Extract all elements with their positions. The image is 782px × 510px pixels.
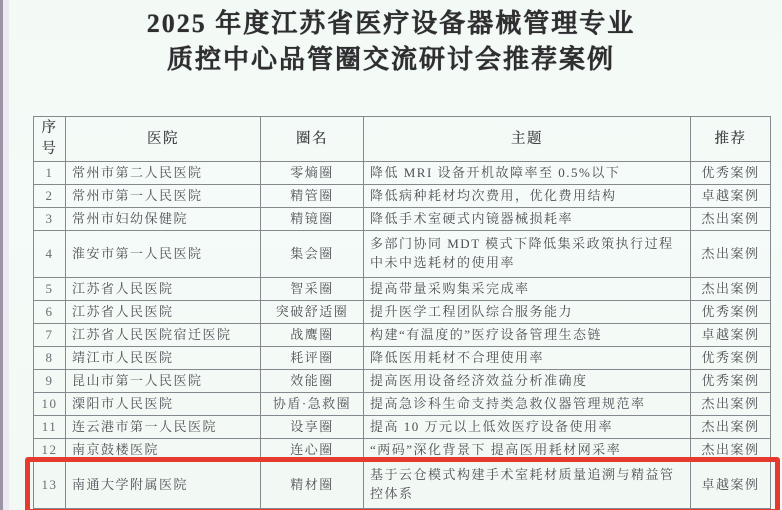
- cell-hospital: 连云港市第一人民医院: [66, 416, 261, 439]
- document-title: [0, 6, 782, 78]
- cell-recommendation: 优秀案例: [691, 347, 771, 370]
- cell-theme: 基于云仓模式构建手术室耗材质量追溯与精益管控体系: [364, 462, 691, 509]
- cell-circle: 设享圈: [261, 416, 364, 439]
- cell-num: 4: [34, 231, 66, 278]
- cell-theme: 提高急诊科生命支持类急救仪器管理规范率: [364, 393, 691, 416]
- table-row: [34, 324, 771, 347]
- cell-hospital: 南京鼓楼医院: [66, 439, 261, 462]
- table-row: [34, 347, 771, 370]
- cell-circle: 精镜圈: [261, 208, 364, 231]
- cell-circle: 效能圈: [261, 370, 364, 393]
- cell-num: 7: [34, 324, 66, 347]
- cell-theme: 构建“有温度的”医疗设备管理生态链: [364, 324, 691, 347]
- cell-hospital: 靖江市人民医院: [66, 347, 261, 370]
- cell-theme: 提高 10 万元以上低效医疗设备使用率: [364, 416, 691, 439]
- cell-theme: 降低医用耗材不合理使用率: [364, 347, 691, 370]
- cell-circle: 智采圈: [261, 278, 364, 301]
- cell-num: 1: [34, 162, 66, 185]
- cell-hospital: 常州市第二人民医院: [66, 162, 261, 185]
- cell-recommendation: 优秀案例: [691, 370, 771, 393]
- cell-hospital: 南通大学附属医院: [66, 462, 261, 509]
- table-row: [34, 370, 771, 393]
- cell-num: 9: [34, 370, 66, 393]
- cell-hospital: 昆山市第一人民医院: [66, 370, 261, 393]
- table-header-row: [34, 117, 771, 162]
- cell-num: 2: [34, 185, 66, 208]
- cell-recommendation: 杰出案例: [691, 393, 771, 416]
- table-row: [34, 162, 771, 185]
- document-title-line1: 2025 年度江苏省医疗设备器械管理专业: [146, 9, 636, 38]
- table-row: [34, 301, 771, 324]
- cell-hospital: 常州市第一人民医院: [66, 185, 261, 208]
- table-row: [34, 278, 771, 301]
- cell-theme: 提升医学工程团队综合服务能力: [364, 301, 691, 324]
- cell-circle: 连心圈: [261, 439, 364, 462]
- header-circle: 圈名: [261, 117, 364, 162]
- cell-theme: 提高医用设备经济效益分析准确度: [364, 370, 691, 393]
- header-num: 序号: [34, 117, 66, 162]
- cell-circle: 集会圈: [261, 231, 364, 278]
- cell-circle: 协盾·急救圈: [261, 393, 364, 416]
- cell-hospital: 淮安市第一人民医院: [66, 231, 261, 278]
- table-row: [34, 393, 771, 416]
- cell-recommendation: 杰出案例: [691, 208, 771, 231]
- table-row: [34, 416, 771, 439]
- cell-theme: 降低手术室硬式内镜器械损耗率: [364, 208, 691, 231]
- cell-hospital: 常州市妇幼保健院: [66, 208, 261, 231]
- header-theme: 主题: [364, 117, 691, 162]
- table-row-highlighted: [34, 462, 771, 509]
- table-row: [34, 185, 771, 208]
- cell-circle: 耗评圈: [261, 347, 364, 370]
- table-row: [34, 208, 771, 231]
- cell-theme: “两码”深化背景下 提高医用耗材网采率: [364, 439, 691, 462]
- document-title-line2: 质控中心品管圈交流研讨会推荐案例: [166, 45, 615, 74]
- cell-recommendation: 卓越案例: [691, 324, 771, 347]
- cell-theme: 提高带量采购集采完成率: [364, 278, 691, 301]
- cell-theme: 降低病种耗材均次费用，优化费用结构: [364, 185, 691, 208]
- header-recommendation: 推荐: [691, 117, 771, 162]
- cell-recommendation: 优秀案例: [691, 301, 771, 324]
- cell-recommendation: 杰出案例: [691, 278, 771, 301]
- cell-theme: 降低 MRI 设备开机故障率至 0.5%以下: [364, 162, 691, 185]
- cases-table: [33, 116, 771, 510]
- cell-hospital: 江苏省人民医院: [66, 301, 261, 324]
- cell-recommendation: 杰出案例: [691, 416, 771, 439]
- cell-hospital: 溧阳市人民医院: [66, 393, 261, 416]
- cell-num: 13: [34, 462, 66, 509]
- cell-theme: 多部门协同 MDT 模式下降低集采政策执行过程中未中选耗材的使用率: [364, 231, 691, 278]
- cell-recommendation: 卓越案例: [691, 462, 771, 509]
- cell-num: 6: [34, 301, 66, 324]
- cell-circle: 突破舒适圈: [261, 301, 364, 324]
- cell-recommendation: 优秀案例: [691, 162, 771, 185]
- cell-hospital: 江苏省人民医院: [66, 278, 261, 301]
- cell-circle: 精材圈: [261, 462, 364, 509]
- cell-recommendation: 杰出案例: [691, 231, 771, 278]
- table-row: [34, 439, 771, 462]
- cell-circle: 战鹰圈: [261, 324, 364, 347]
- header-hospital: 医院: [66, 117, 261, 162]
- cell-num: 12: [34, 439, 66, 462]
- table-row: [34, 231, 771, 278]
- cell-circle: 零熵圈: [261, 162, 364, 185]
- cell-circle: 精管圈: [261, 185, 364, 208]
- cell-num: 11: [34, 416, 66, 439]
- cell-hospital: 江苏省人民医院宿迁医院: [66, 324, 261, 347]
- cell-recommendation: 杰出案例: [691, 439, 771, 462]
- cell-num: 10: [34, 393, 66, 416]
- cell-num: 3: [34, 208, 66, 231]
- cell-num: 5: [34, 278, 66, 301]
- cell-num: 8: [34, 347, 66, 370]
- cell-recommendation: 卓越案例: [691, 185, 771, 208]
